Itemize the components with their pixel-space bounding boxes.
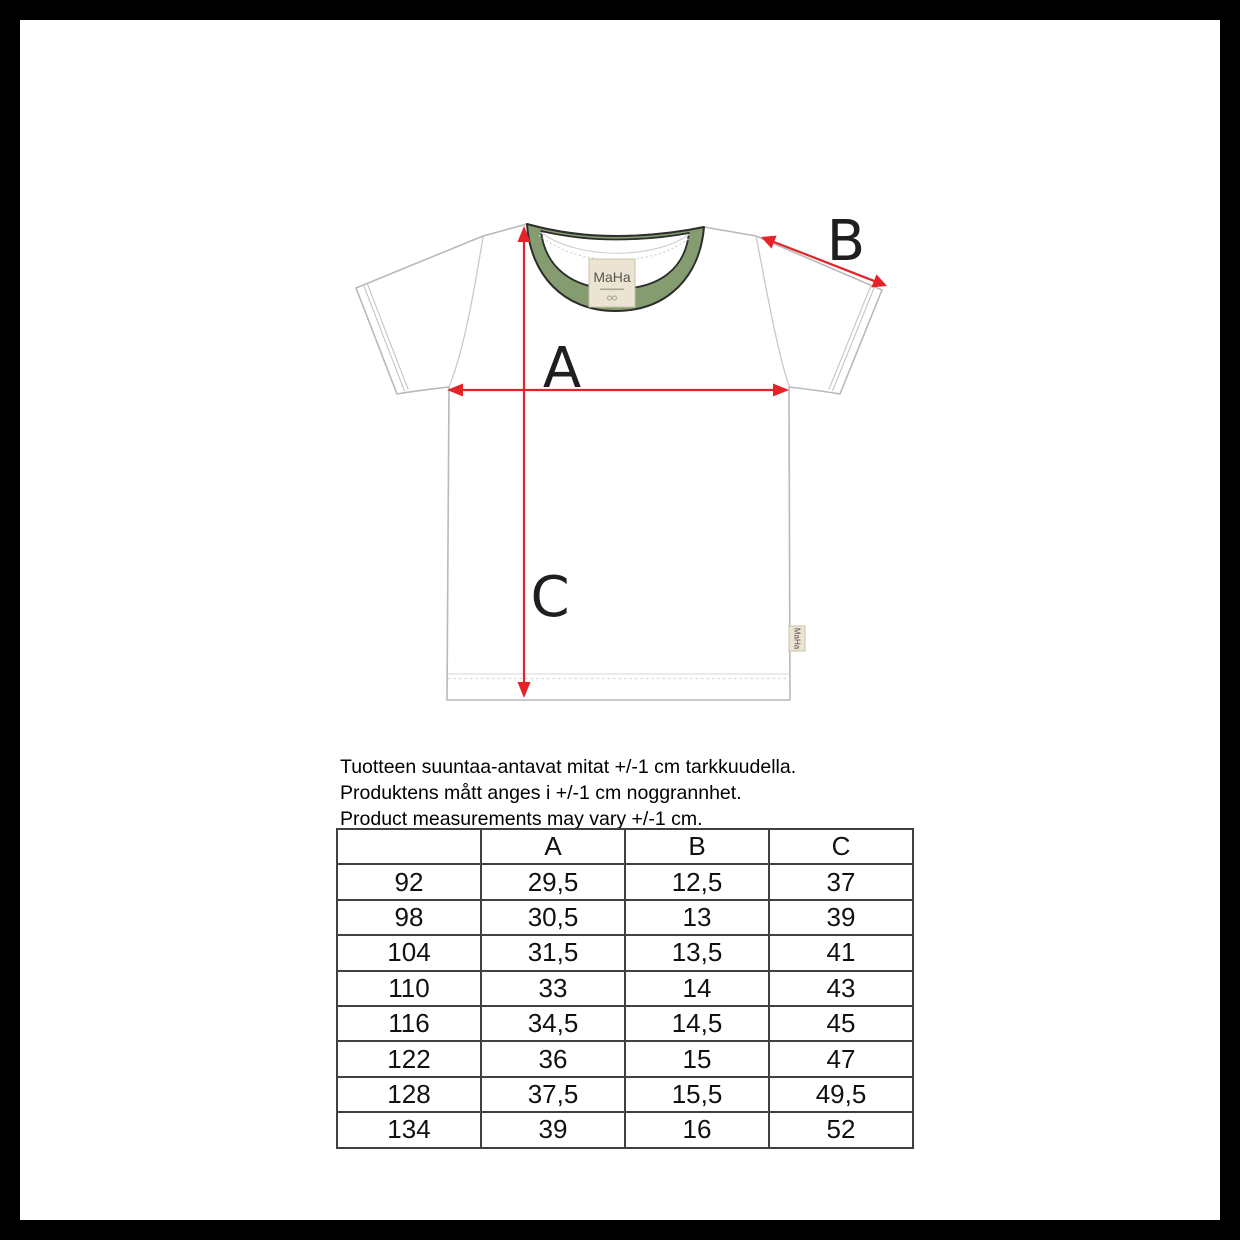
size-table-header [337, 829, 913, 864]
col-size [337, 829, 481, 864]
tolerance-notes [340, 754, 796, 832]
table-cell: 104 [337, 935, 481, 970]
table-cell: 15,5 [625, 1077, 769, 1112]
table-cell: 30,5 [481, 900, 625, 935]
note-en: Product measurements may vary +/-1 cm. [340, 808, 703, 830]
table-cell: 31,5 [481, 935, 625, 970]
table-cell: 39 [769, 900, 913, 935]
table-cell: 37,5 [481, 1077, 625, 1112]
brand-neck-label [589, 259, 635, 307]
table-cell: 34,5 [481, 1006, 625, 1041]
table-cell: 13,5 [625, 935, 769, 970]
brand-side-tag [789, 626, 805, 651]
table-cell: 14,5 [625, 1006, 769, 1041]
table-cell: 41 [769, 935, 913, 970]
table-header-row [337, 829, 913, 864]
table-cell: 12,5 [625, 864, 769, 899]
table-cell: 128 [337, 1077, 481, 1112]
table-cell: 49,5 [769, 1077, 913, 1112]
table-cell: 15 [625, 1041, 769, 1076]
table-row [337, 900, 913, 935]
table-row [337, 1041, 913, 1076]
table-cell: 43 [769, 971, 913, 1006]
table-cell: 122 [337, 1041, 481, 1076]
table-row [337, 864, 913, 899]
table-cell: 33 [481, 971, 625, 1006]
neck-label-text: MaHa [593, 269, 631, 285]
table-cell: 39 [481, 1112, 625, 1147]
table-cell: 52 [769, 1112, 913, 1147]
table-cell: 16 [625, 1112, 769, 1147]
table-cell: 98 [337, 900, 481, 935]
table-cell: 29,5 [481, 864, 625, 899]
neck-label-subline [600, 289, 624, 291]
table-cell: 134 [337, 1112, 481, 1147]
side-tag-text: MaHa [792, 627, 802, 650]
table-cell: 47 [769, 1041, 913, 1076]
note-sv: Produktens mått anges i +/-1 cm noggrannhet. [340, 782, 742, 804]
table-cell: 36 [481, 1041, 625, 1076]
col-c: C [769, 829, 913, 864]
size-table [336, 828, 914, 1149]
table-cell: 116 [337, 1006, 481, 1041]
table-row [337, 935, 913, 970]
table-cell: 110 [337, 971, 481, 1006]
table-row [337, 971, 913, 1006]
table-row [337, 1006, 913, 1041]
measure-label-c: C [530, 565, 570, 630]
measure-label-a: A [542, 336, 582, 401]
note-fi: Tuotteen suuntaa-antavat mitat +/-1 cm tarkkuudella. [340, 756, 797, 778]
col-b: B [625, 829, 769, 864]
table-cell: 14 [625, 971, 769, 1006]
table-cell: 37 [769, 864, 913, 899]
table-row [337, 1112, 913, 1147]
table-cell: 45 [769, 1006, 913, 1041]
measure-label-b: B [826, 209, 866, 274]
table-row [337, 1077, 913, 1112]
col-a: A [481, 829, 625, 864]
table-cell: 13 [625, 900, 769, 935]
table-cell: 92 [337, 864, 481, 899]
size-table-body [337, 864, 913, 1147]
